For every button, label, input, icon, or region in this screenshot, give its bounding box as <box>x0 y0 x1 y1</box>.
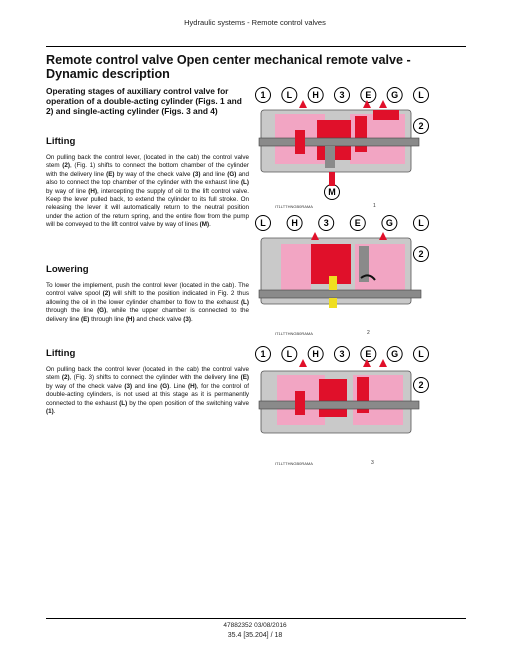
footer-page-ref: 35.4 [35.204] / 18 <box>227 632 283 639</box>
callout-label-side: 2 <box>418 121 424 132</box>
callout-label: E <box>365 349 372 360</box>
callout-label: H <box>291 218 298 229</box>
figure-1-code: IT1LTTHNGB0RAMA <box>275 204 313 209</box>
callout-label: 3 <box>323 218 329 229</box>
callout-label: E <box>354 218 361 229</box>
figure-3 <box>255 345 430 470</box>
section-text-lowering: To lower the implement, push the control lever (located in the cab). The control valve spool (2) will shift to the position indicated in Fig. 2 thus allowing the oil in the lower cylinder chamber to flow to the exhaust (L) through the line (G), while the upper chamber is connected to the delivery line (E) through line (H) and check valve (3). <box>46 282 249 323</box>
valve-diagram-2 <box>255 214 430 334</box>
callout-label: 3 <box>339 90 345 101</box>
section-text-lifting-1: On pulling back the control lever, (located in the cab) the control valve stem (2), (Fig. 1) shifts to connect the bottom chamber of the cylinder with the delivery line (E) by way of the check valve (3) and line (G) and also to connect the top chamber of the cylinder with the exhaust line (L) by way of line (H), intercepting the supply of oil to the lift control valve. Keep the lever pulled back, to extend the cylinder to its full stroke. On releasing the lever it will automatically return to the neutral position under the action of the return spring, and the entire flow from the pump will be conveyed to the lift control valve by way of lines (M). <box>46 154 250 229</box>
section-heading-lifting-1: Lifting <box>46 136 76 147</box>
callout-label: G <box>385 218 393 229</box>
page-title: Remote control valve Open center mechanical remote valve - Dynamic description <box>46 53 411 81</box>
running-header: Hydraulic systems - Remote control valves <box>184 18 326 27</box>
footer-rule <box>46 618 466 619</box>
header-rule <box>46 46 466 47</box>
callout-label: L <box>260 218 266 229</box>
callout-label: L <box>418 218 424 229</box>
section-heading-lowering: Lowering <box>46 264 89 275</box>
section-text-lifting-2: On pulling back the control lever (located in the cab) the control valve stem (2), (Fig. 3) shifts to connect the cylinder with the delivery line (E) by way of the check valve (3) and line (G). Line (H), for the control of double-acting cylinders, is not used at this stage as it is permanently connected to the exhaust (L) by the open position of the switching valve (1). <box>46 366 250 416</box>
callout-label: 1 <box>260 349 266 360</box>
callout-label: L <box>286 90 293 101</box>
callout-label: L <box>418 90 424 101</box>
figure-1-number: 1 <box>373 203 376 209</box>
callout-label: H <box>312 349 319 360</box>
callout-label-side: 2 <box>418 249 424 260</box>
figure-3-number: 3 <box>371 460 374 466</box>
callout-label: E <box>365 90 372 101</box>
callout-label-side: 2 <box>418 380 424 391</box>
callout-label: 3 <box>339 349 345 360</box>
figure-2-number: 2 <box>367 330 370 336</box>
valve-diagram-3 <box>255 345 430 465</box>
callout-label-bottom: M <box>328 187 336 198</box>
intro-paragraph: Operating stages of auxiliary control valve for operation of a double-acting cylinder (Figs. 1 and 2) and single-acting cylinder (Figs. 3 and 4) <box>46 86 242 116</box>
callout-label: L <box>286 349 293 360</box>
figure-3-code: IT1LTTHNGB0RAMA <box>275 461 313 466</box>
callout-label: H <box>312 90 319 101</box>
figure-2-code: IT1LTTHNGB0RAMA <box>275 331 313 336</box>
figure-1 <box>255 86 430 211</box>
callout-label: G <box>391 90 399 101</box>
valve-diagram-1 <box>255 86 430 206</box>
section-heading-lifting-2: Lifting <box>46 348 76 359</box>
footer-doc-ref: 47882352 03/08/2016 <box>223 622 287 629</box>
callout-label: G <box>391 349 399 360</box>
callout-label: 1 <box>260 90 266 101</box>
callout-label: L <box>418 349 424 360</box>
figure-2 <box>255 214 430 339</box>
